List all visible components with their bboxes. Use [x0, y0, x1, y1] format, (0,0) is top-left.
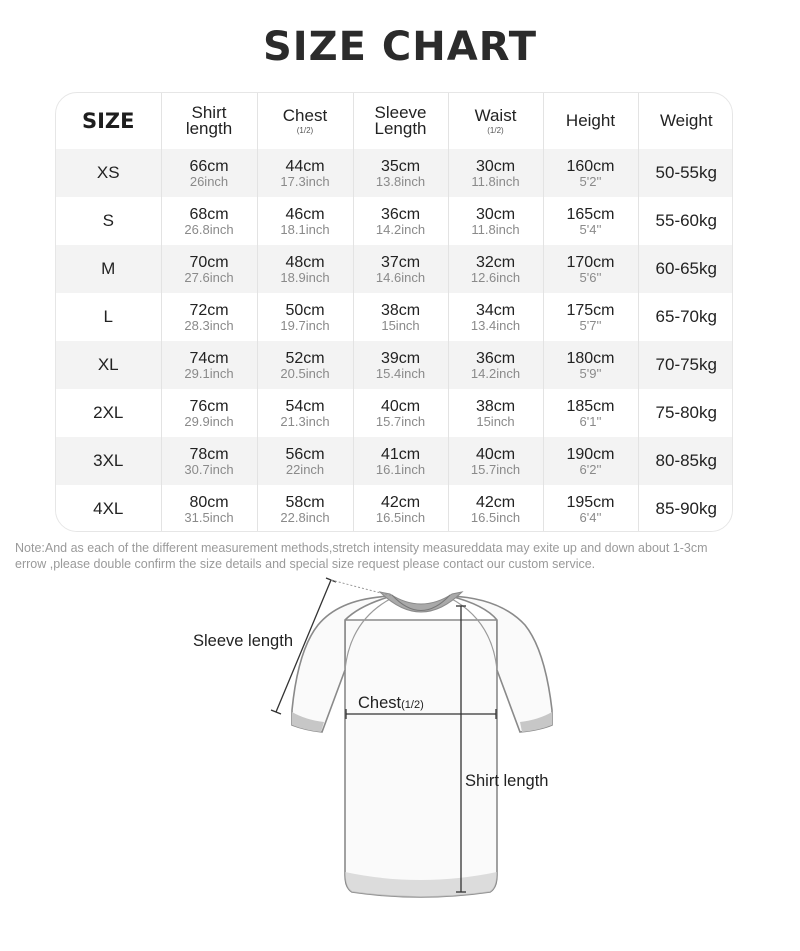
- height-cell: 175cm 5'7'': [543, 293, 638, 341]
- size-cell: 3XL: [56, 437, 161, 485]
- shirt-length-cell: 80cm 31.5inch: [161, 485, 257, 532]
- size-cell: 2XL: [56, 389, 161, 437]
- size-table: [55, 92, 733, 532]
- height-cell: 180cm 5'9'': [543, 341, 638, 389]
- height-cell: 195cm 6'4'': [543, 485, 638, 532]
- waist-cell: 40cm 15.7inch: [448, 437, 543, 485]
- page-title: SIZE CHART: [262, 24, 538, 70]
- chest-cell: 50cm 19.7inch: [257, 293, 353, 341]
- sleeve-length-cell: 41cm 16.1inch: [353, 437, 448, 485]
- weight-cell: 70-75kg: [638, 341, 733, 389]
- weight-cell: 75-80kg: [638, 389, 733, 437]
- height-cell: 190cm 6'2'': [543, 437, 638, 485]
- waist-cell: 32cm 12.6inch: [448, 245, 543, 293]
- header-shirt-length: Shirt length: [161, 93, 257, 149]
- waist-cell: 30cm 11.8inch: [448, 149, 543, 197]
- shirt-length-cell: 68cm 26.8inch: [161, 197, 257, 245]
- note-line: errow ,please double confirm the size details and special size request please contact our custom service.: [15, 557, 596, 571]
- waist-cell: 36cm 14.2inch: [448, 341, 543, 389]
- table-header-row: [56, 93, 733, 149]
- shirt-length-cell: 66cm 26inch: [161, 149, 257, 197]
- header-weight: Weight: [638, 93, 733, 149]
- waist-cell: 34cm 13.4inch: [448, 293, 543, 341]
- shirt-measurement-diagram: [0, 570, 800, 951]
- height-cell: 170cm 5'6'': [543, 245, 638, 293]
- weight-cell: 50-55kg: [638, 149, 733, 197]
- chest-cell: 56cm 22inch: [257, 437, 353, 485]
- waist-cell: 30cm 11.8inch: [448, 197, 543, 245]
- chest-cell: 48cm 18.9inch: [257, 245, 353, 293]
- weight-cell: 85-90kg: [638, 485, 733, 532]
- size-cell: XL: [56, 341, 161, 389]
- measurement-note: [15, 540, 790, 572]
- table-row: [56, 437, 733, 485]
- header-height: Height: [543, 93, 638, 149]
- sleeve-length-cell: 38cm 15inch: [353, 293, 448, 341]
- size-cell: 4XL: [56, 485, 161, 532]
- header-sleeve-length: Sleeve Length: [353, 93, 448, 149]
- note-line: Note:And as each of the different measurement methods,stretch intensity measureddata may exite up and down about 1-3cm: [15, 541, 708, 555]
- table-row: [56, 485, 733, 532]
- sleeve-guide: [331, 580, 392, 596]
- waist-cell: 38cm 15inch: [448, 389, 543, 437]
- size-cell: XS: [56, 149, 161, 197]
- tshirt-illustration: [0, 570, 800, 951]
- tshirt-body: [345, 620, 497, 897]
- chest-cell: 58cm 22.8inch: [257, 485, 353, 532]
- weight-cell: 60-65kg: [638, 245, 733, 293]
- table-row: [56, 149, 733, 197]
- shirt-length-cell: 72cm 28.3inch: [161, 293, 257, 341]
- table-row: [56, 293, 733, 341]
- height-cell: 165cm 5'4'': [543, 197, 638, 245]
- header-waist: Waist (1/2): [448, 93, 543, 149]
- sleeve-length-cell: 42cm 16.5inch: [353, 485, 448, 532]
- chest-cell: 44cm 17.3inch: [257, 149, 353, 197]
- size-cell: S: [56, 197, 161, 245]
- table-row: [56, 341, 733, 389]
- height-cell: 160cm 5'2'': [543, 149, 638, 197]
- table-row: [56, 197, 733, 245]
- height-cell: 185cm 6'1'': [543, 389, 638, 437]
- header-chest: Chest (1/2): [257, 93, 353, 149]
- weight-cell: 55-60kg: [638, 197, 733, 245]
- header-size: SIZE: [81, 109, 135, 133]
- chest-cell: 46cm 18.1inch: [257, 197, 353, 245]
- size-cell: L: [56, 293, 161, 341]
- shirt-length-cell: 76cm 29.9inch: [161, 389, 257, 437]
- sleeve-length-cell: 39cm 15.4inch: [353, 341, 448, 389]
- waist-cell: 42cm 16.5inch: [448, 485, 543, 532]
- size-chart-table: [56, 93, 733, 532]
- weight-cell: 80-85kg: [638, 437, 733, 485]
- sleeve-length-cell: 35cm 13.8inch: [353, 149, 448, 197]
- sleeve-length-cell: 40cm 15.7inch: [353, 389, 448, 437]
- shirt-length-cell: 70cm 27.6inch: [161, 245, 257, 293]
- chest-label: Chest(1/2): [358, 694, 424, 712]
- chest-cell: 52cm 20.5inch: [257, 341, 353, 389]
- size-cell: M: [56, 245, 161, 293]
- table-row: [56, 389, 733, 437]
- sleeve-length-cell: 37cm 14.6inch: [353, 245, 448, 293]
- shirt-length-cell: 74cm 29.1inch: [161, 341, 257, 389]
- table-body: [56, 149, 733, 532]
- shirt-length-label: Shirt length: [465, 772, 549, 790]
- table-row: [56, 245, 733, 293]
- sleeve-length-cell: 36cm 14.2inch: [353, 197, 448, 245]
- weight-cell: 65-70kg: [638, 293, 733, 341]
- shirt-length-cell: 78cm 30.7inch: [161, 437, 257, 485]
- sleeve-length-label: Sleeve length: [193, 632, 293, 650]
- chest-cell: 54cm 21.3inch: [257, 389, 353, 437]
